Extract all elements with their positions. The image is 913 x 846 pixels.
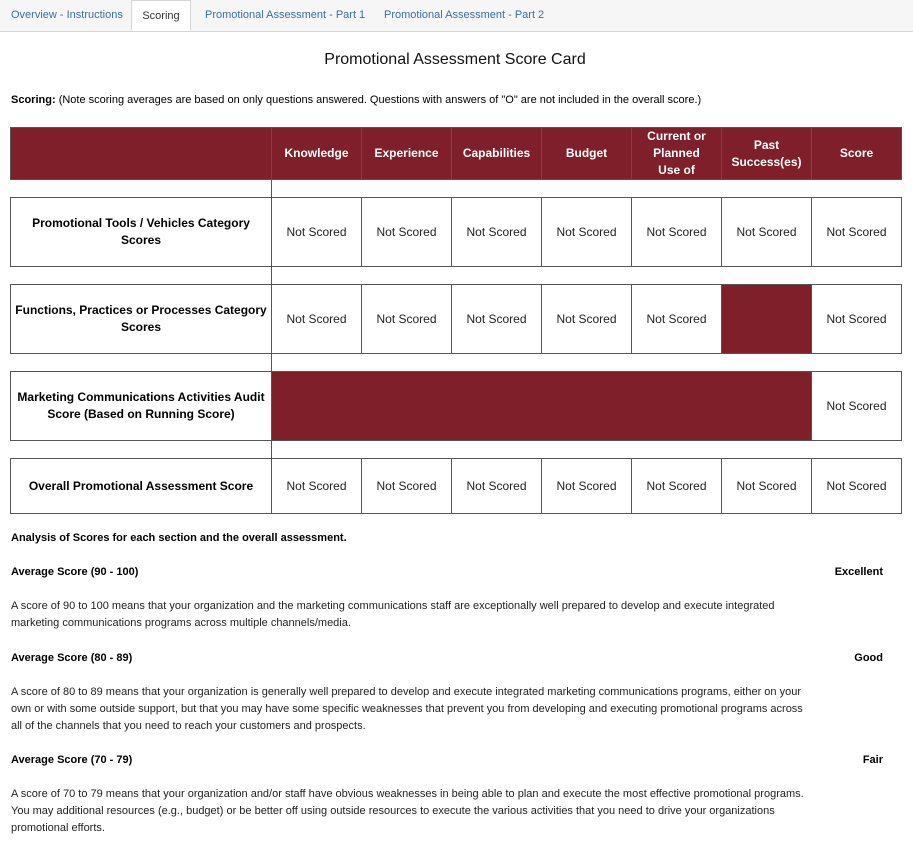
scoring-note-label: Scoring:	[11, 94, 56, 106]
score-rating: Fair	[862, 754, 883, 766]
score-cell: Not Scored	[631, 284, 722, 354]
row-label-marketing-communications-audit: Marketing Communications Activities Audit Score (Based on Running Score)	[10, 371, 272, 441]
score-cell: Not Scored	[541, 284, 632, 354]
score-cell: Not Scored	[271, 458, 362, 514]
header-capabilities: Capabilities	[451, 127, 542, 180]
score-cell: Not Scored	[271, 197, 362, 267]
tab-bar	[0, 0, 913, 32]
score-cell: Not Scored	[721, 458, 812, 514]
tab-overview-instructions[interactable]: Overview - Instructions	[11, 9, 123, 21]
score-rating: Excellent	[834, 566, 883, 578]
header-past-successes: Past Success(es)	[721, 127, 812, 180]
score-rating: Good	[854, 652, 883, 664]
row-connector	[271, 180, 272, 197]
score-cell-total: Not Scored	[811, 458, 902, 514]
score-cell-total: Not Scored	[811, 197, 902, 267]
header-blank-cell	[10, 127, 272, 180]
header-knowledge: Knowledge	[271, 127, 362, 180]
score-range-title: Average Score (70 - 79)	[11, 754, 133, 766]
score-cell: Not Scored	[361, 284, 452, 354]
score-range-title: Average Score (90 - 100)	[11, 566, 139, 578]
row-label-functions-practices: Functions, Practices or Processes Category Scores	[10, 284, 272, 354]
header-budget: Budget	[541, 127, 632, 180]
score-range-description: A score of 80 to 89 means that your organization is generally well prepared to develop and execute integrated marketing communications programs, either on your own or with some outside support, but that you may have some specific weaknesses that prevent you from developing and executing promotional programs across all of the channels that you need to reach your customers and prospects.	[11, 686, 803, 732]
score-cell: Not Scored	[361, 458, 452, 514]
score-cell: Not Scored	[451, 458, 542, 514]
row-connector	[271, 266, 272, 284]
scoring-note-text: (Note scoring averages are based on only questions answered. Questions with answers of "O" are not included in the overall score.)	[58, 94, 702, 106]
tab-promotional-assessment-part-1[interactable]: Promotional Assessment - Part 1	[205, 9, 366, 21]
not-applicable-cell	[721, 284, 812, 354]
score-cell: Not Scored	[541, 458, 632, 514]
header-current-or-planned-use: Current or Planned Use of	[631, 127, 722, 180]
score-cell-total: Not Scored	[811, 371, 902, 441]
score-cell: Not Scored	[451, 284, 542, 354]
row-connector	[271, 440, 272, 458]
page-title: Promotional Assessment Score Card	[324, 51, 586, 68]
tab-promotional-assessment-part-2[interactable]: Promotional Assessment - Part 2	[384, 9, 545, 21]
row-connector	[271, 353, 272, 371]
analysis-heading: Analysis of Scores for each section and the overall assessment.	[11, 532, 347, 544]
score-cell: Not Scored	[631, 197, 722, 267]
header-score: Score	[811, 127, 902, 180]
score-range-title: Average Score (80 - 89)	[11, 652, 133, 664]
header-experience: Experience	[361, 127, 452, 180]
score-cell: Not Scored	[451, 197, 542, 267]
score-range-description: A score of 70 to 79 means that your organization and/or staff have obvious weaknesses in being able to plan and execute the most effective promotional programs. You may additional resources (e.g., budget) or be better off using outside resources to execute the various activities that you need to drive your organizations promotional efforts.	[11, 788, 804, 834]
not-applicable-span	[271, 371, 812, 441]
scoring-note	[11, 94, 701, 106]
score-cell: Not Scored	[541, 197, 632, 267]
score-range-description: A score of 90 to 100 means that your organization and the marketing communications staff are exceptionally well prepared to develop and execute integrated marketing communications programs across multiple channels/media.	[11, 600, 775, 629]
score-cell: Not Scored	[631, 458, 722, 514]
row-label-promotional-tools: Promotional Tools / Vehicles Category Scores	[10, 197, 272, 267]
row-label-overall-score: Overall Promotional Assessment Score	[10, 458, 272, 514]
score-cell-total: Not Scored	[811, 284, 902, 354]
score-cell: Not Scored	[271, 284, 362, 354]
score-cell: Not Scored	[361, 197, 452, 267]
score-cell: Not Scored	[721, 197, 812, 267]
tab-scoring[interactable]: Scoring	[131, 0, 191, 31]
